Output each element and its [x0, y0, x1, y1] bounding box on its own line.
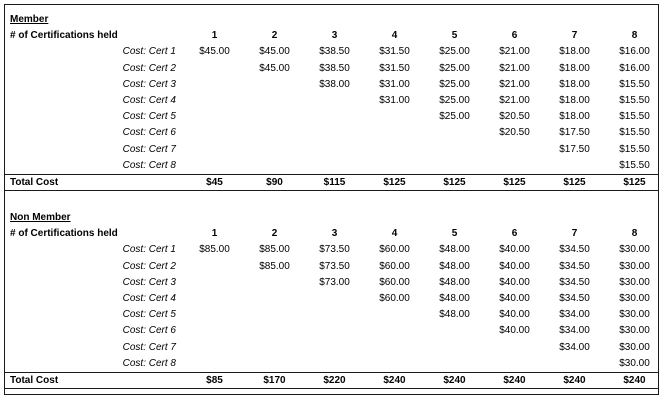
- column-header: 7: [571, 228, 578, 240]
- cost-cell: $60.00: [379, 244, 410, 256]
- cost-row: [4, 275, 659, 291]
- cost-cell: $48.00: [439, 292, 470, 304]
- cost-row: [4, 307, 659, 323]
- cost-cell: $85.00: [199, 244, 230, 256]
- cost-row: [4, 44, 659, 60]
- column-header: 2: [271, 228, 278, 240]
- non-member-section: [4, 210, 659, 389]
- total-cell: $125: [623, 176, 646, 188]
- cost-cell: $30.00: [619, 260, 650, 272]
- cost-label: Cost: Cert 1: [122, 46, 176, 58]
- cost-cell: $18.00: [559, 46, 590, 58]
- cost-cell: $20.50: [499, 111, 530, 123]
- cost-label: Cost: Cert 5: [122, 309, 176, 321]
- cost-cell: $45.00: [199, 46, 230, 58]
- total-cell: $125: [503, 176, 526, 188]
- cost-cell: $30.00: [619, 325, 650, 337]
- total-cell: $240: [443, 374, 466, 386]
- cost-cell: $40.00: [499, 276, 530, 288]
- total-cell: $240: [383, 374, 406, 386]
- cost-cell: $34.00: [559, 325, 590, 337]
- total-cell: $240: [623, 374, 646, 386]
- cost-cell: $15.50: [619, 111, 650, 123]
- cost-cell: $34.50: [559, 244, 590, 256]
- cost-cell: $34.50: [559, 292, 590, 304]
- member-section: [4, 12, 659, 191]
- cost-cell: $30.00: [619, 276, 650, 288]
- cost-cell: $60.00: [379, 276, 410, 288]
- total-cell: $45: [206, 176, 223, 188]
- cost-cell: $40.00: [499, 244, 530, 256]
- cost-cell: $21.00: [499, 78, 530, 90]
- total-label: Total Cost: [10, 176, 59, 188]
- cost-cell: $30.00: [619, 292, 650, 304]
- cost-cell: $34.50: [559, 276, 590, 288]
- cost-cell: $73.50: [319, 260, 350, 272]
- cost-cell: $21.00: [499, 94, 530, 106]
- cost-label: Cost: Cert 3: [122, 78, 176, 90]
- cost-row: [4, 61, 659, 77]
- cost-cell: $60.00: [379, 292, 410, 304]
- cost-label: Cost: Cert 7: [122, 341, 176, 353]
- cost-row: [4, 158, 659, 174]
- cost-cell: $15.50: [619, 94, 650, 106]
- cost-label: Cost: Cert 4: [122, 292, 176, 304]
- column-header-row: [4, 28, 659, 44]
- cost-cell: $40.00: [499, 309, 530, 321]
- cost-cell: $85.00: [259, 244, 290, 256]
- cost-cell: $25.00: [439, 111, 470, 123]
- total-cell: $85: [206, 374, 223, 386]
- cost-cell: $38.00: [319, 78, 350, 90]
- total-cell: $240: [563, 374, 586, 386]
- cost-cell: $20.50: [499, 127, 530, 139]
- cost-cell: $38.50: [319, 62, 350, 74]
- cost-label: Cost: Cert 6: [122, 127, 176, 139]
- column-header: 8: [631, 30, 638, 42]
- cost-cell: $18.00: [559, 94, 590, 106]
- cost-cell: $17.50: [559, 143, 590, 155]
- total-cell: $240: [503, 374, 526, 386]
- column-header: 4: [391, 30, 398, 42]
- cost-cell: $15.50: [619, 78, 650, 90]
- cost-cell: $31.00: [379, 78, 410, 90]
- cost-cell: $18.00: [559, 111, 590, 123]
- cost-cell: $16.00: [619, 46, 650, 58]
- cost-cell: $15.50: [619, 143, 650, 155]
- cost-label: Cost: Cert 5: [122, 111, 176, 123]
- cost-cell: $30.00: [619, 341, 650, 353]
- cost-row: [4, 125, 659, 141]
- total-cell: $170: [263, 374, 286, 386]
- column-header: 1: [211, 30, 218, 42]
- cost-row: [4, 291, 659, 307]
- cost-row: [4, 93, 659, 109]
- cost-cell: $60.00: [379, 260, 410, 272]
- cost-cell: $15.50: [619, 127, 650, 139]
- total-cell: $90: [266, 176, 283, 188]
- column-header-row: [4, 226, 659, 242]
- column-header: 6: [511, 30, 518, 42]
- cost-cell: $48.00: [439, 309, 470, 321]
- total-cell: $125: [443, 176, 466, 188]
- cost-row: [4, 242, 659, 258]
- certifications-held-label: # of Certifications held: [10, 228, 118, 240]
- cost-cell: $16.00: [619, 62, 650, 74]
- cost-cell: $73.00: [319, 276, 350, 288]
- cost-cell: $30.00: [619, 244, 650, 256]
- cost-cell: $31.50: [379, 62, 410, 74]
- cost-label: Cost: Cert 2: [122, 62, 176, 74]
- cost-row: [4, 77, 659, 93]
- cost-cell: $30.00: [619, 309, 650, 321]
- cost-cell: $34.50: [559, 260, 590, 272]
- cost-cell: $45.00: [259, 46, 290, 58]
- cost-label: Cost: Cert 8: [122, 159, 176, 171]
- cost-row: [4, 259, 659, 275]
- column-header: 2: [271, 30, 278, 42]
- column-header: 3: [331, 30, 338, 42]
- cost-cell: $25.00: [439, 62, 470, 74]
- cost-cell: $48.00: [439, 260, 470, 272]
- cost-cell: $48.00: [439, 276, 470, 288]
- cost-cell: $18.00: [559, 62, 590, 74]
- cost-cell: $25.00: [439, 78, 470, 90]
- cost-label: Cost: Cert 1: [122, 244, 176, 256]
- column-header: 5: [451, 30, 458, 42]
- cost-cell: $38.50: [319, 46, 350, 58]
- cost-row: [4, 340, 659, 356]
- cost-cell: $30.00: [619, 357, 650, 369]
- total-cell: $125: [563, 176, 586, 188]
- cost-row: [4, 142, 659, 158]
- total-cell: $125: [383, 176, 406, 188]
- cost-cell: $40.00: [499, 260, 530, 272]
- cost-cell: $21.00: [499, 62, 530, 74]
- cost-label: Cost: Cert 8: [122, 357, 176, 369]
- cost-cell: $25.00: [439, 94, 470, 106]
- cost-label: Cost: Cert 7: [122, 143, 176, 155]
- cost-cell: $31.00: [379, 94, 410, 106]
- cost-cell: $21.00: [499, 46, 530, 58]
- cost-cell: $34.00: [559, 341, 590, 353]
- certifications-held-label: # of Certifications held: [10, 30, 118, 42]
- cost-cell: $85.00: [259, 260, 290, 272]
- cost-cell: $40.00: [499, 292, 530, 304]
- cost-cell: $15.50: [619, 159, 650, 171]
- cost-row: [4, 323, 659, 339]
- section-title: Non Member: [10, 212, 71, 223]
- cost-cell: $34.00: [559, 309, 590, 321]
- cost-row: [4, 109, 659, 125]
- total-row: [4, 174, 659, 191]
- cost-cell: $18.00: [559, 78, 590, 90]
- cost-cell: $73.50: [319, 244, 350, 256]
- column-header: 4: [391, 228, 398, 240]
- section-title-row: [4, 210, 659, 226]
- cost-cell: $31.50: [379, 46, 410, 58]
- cost-label: Cost: Cert 4: [122, 94, 176, 106]
- column-header: 3: [331, 228, 338, 240]
- column-header: 1: [211, 228, 218, 240]
- cost-cell: $17.50: [559, 127, 590, 139]
- section-title-row: [4, 12, 659, 28]
- total-label: Total Cost: [10, 374, 59, 386]
- cost-cell: $45.00: [259, 62, 290, 74]
- cost-cell: $25.00: [439, 46, 470, 58]
- column-header: 6: [511, 228, 518, 240]
- total-cell: $220: [323, 374, 346, 386]
- total-cell: $115: [323, 176, 346, 188]
- cost-cell: $40.00: [499, 325, 530, 337]
- column-header: 7: [571, 30, 578, 42]
- cost-cell: $48.00: [439, 244, 470, 256]
- cost-label: Cost: Cert 3: [122, 276, 176, 288]
- cost-row: [4, 356, 659, 372]
- column-header: 8: [631, 228, 638, 240]
- cost-label: Cost: Cert 6: [122, 325, 176, 337]
- column-header: 5: [451, 228, 458, 240]
- section-title: Member: [10, 14, 49, 25]
- cost-label: Cost: Cert 2: [122, 260, 176, 272]
- total-row: [4, 372, 659, 389]
